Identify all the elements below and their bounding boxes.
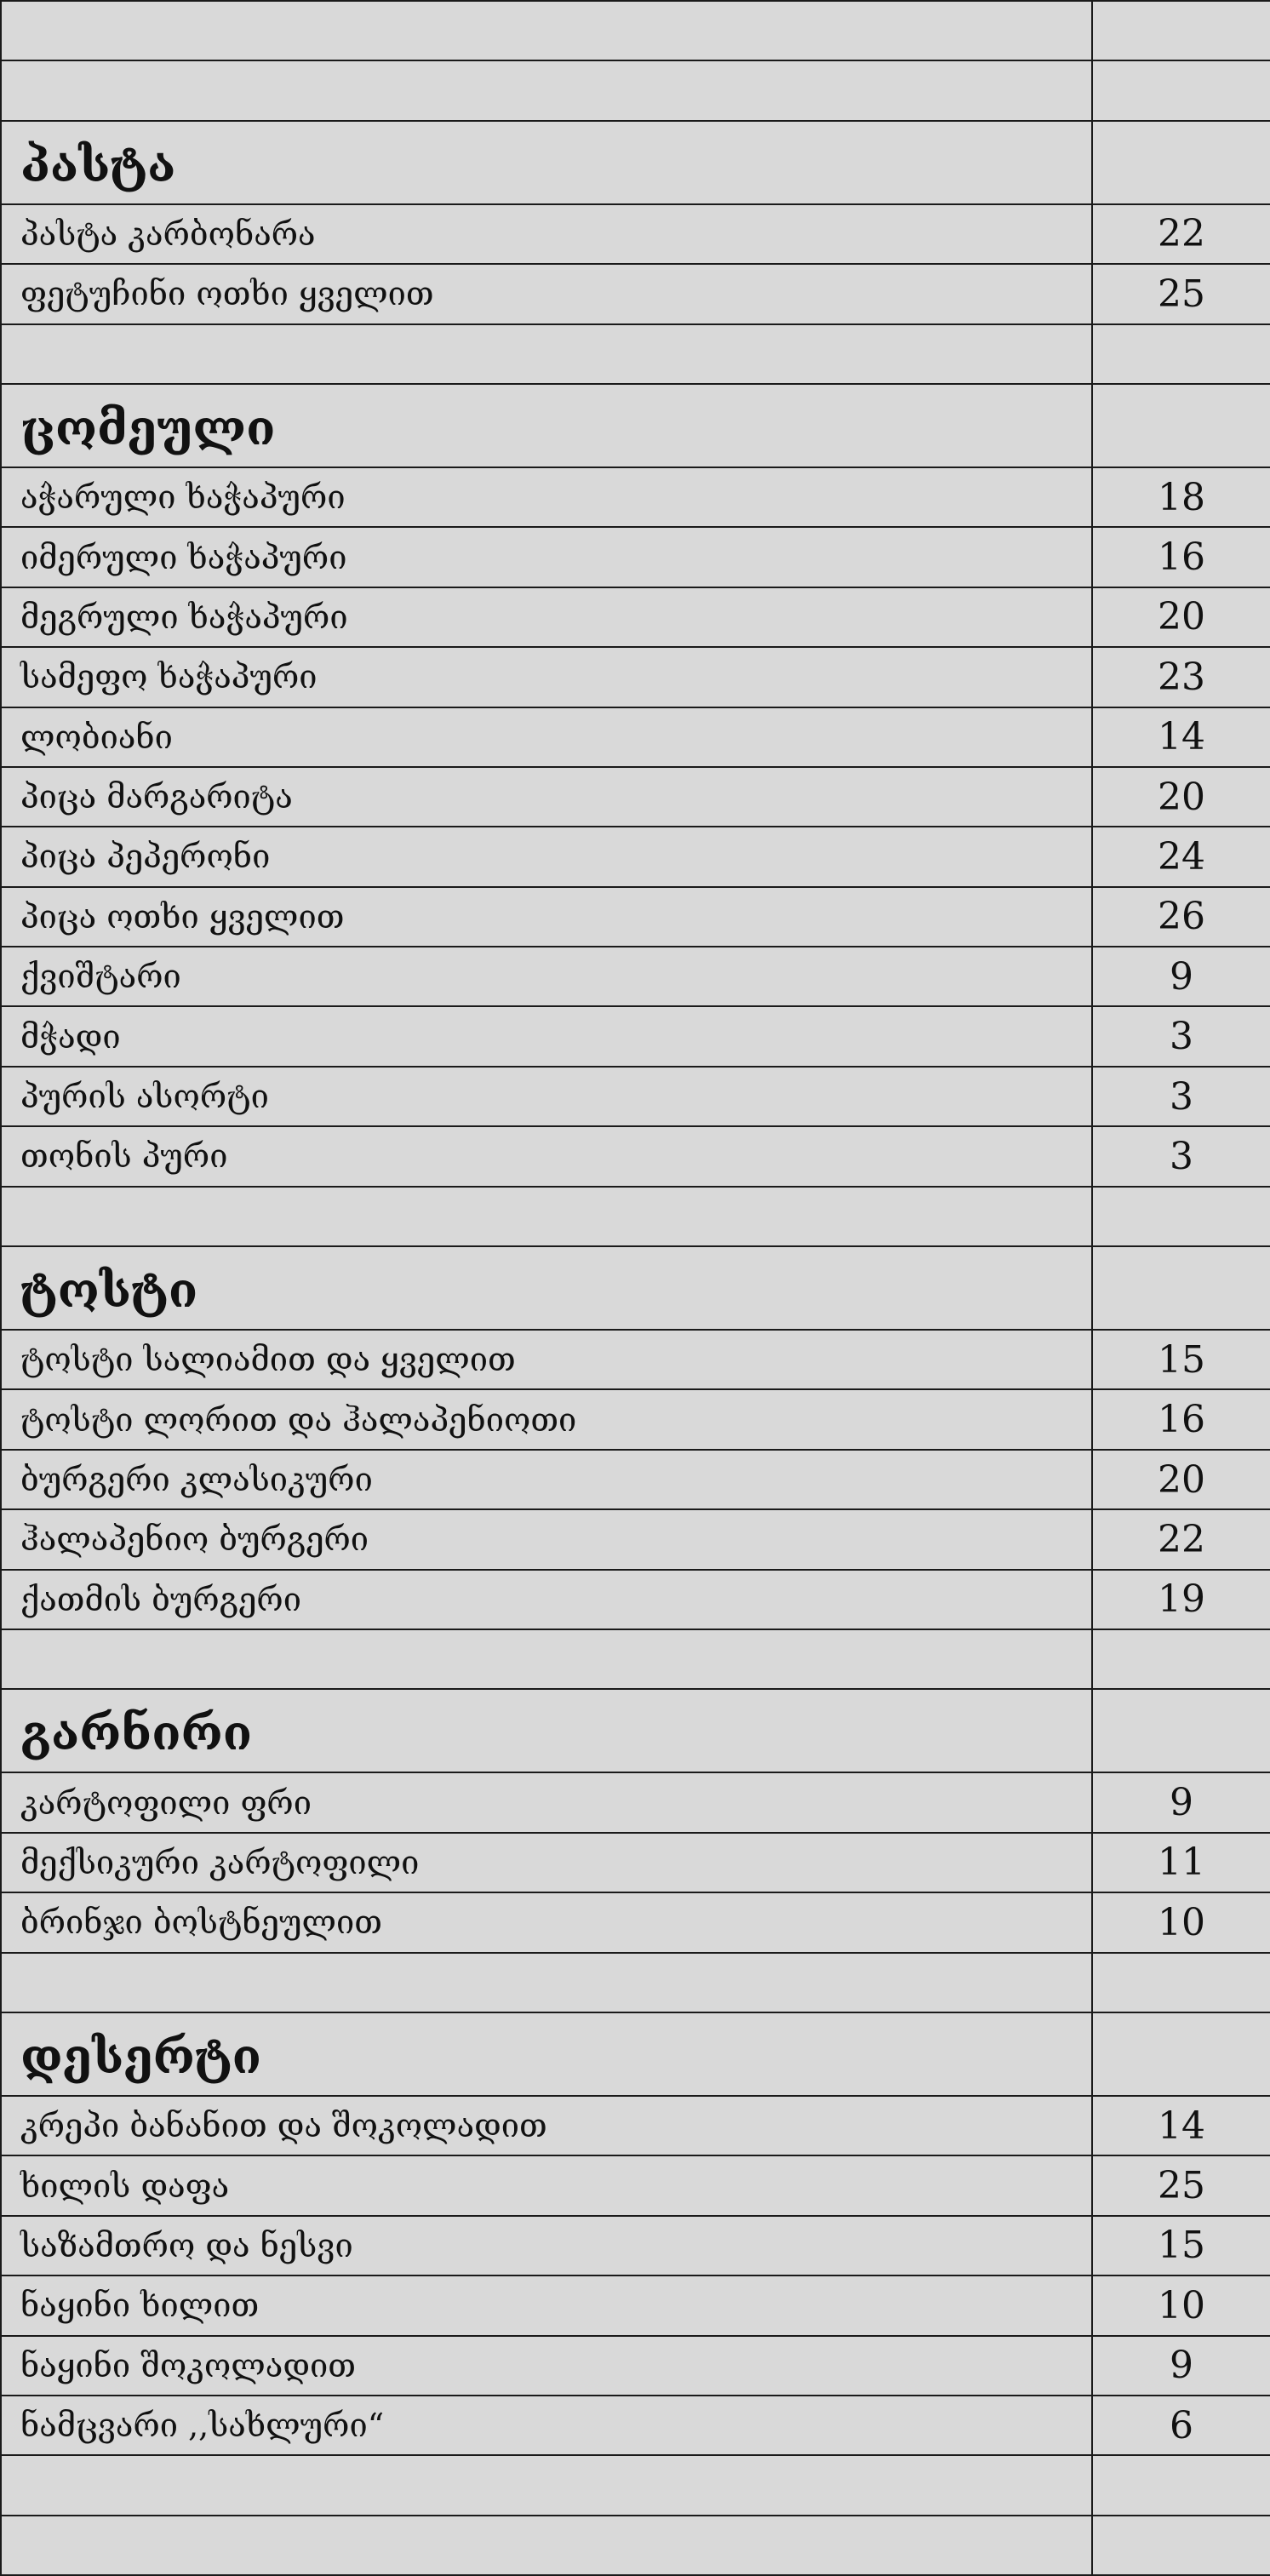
section-heading-row	[1, 1689, 1270, 1772]
section-title: ცომეული	[1, 384, 1092, 467]
menu-item-row	[1, 887, 1270, 947]
item-price: 16	[1092, 527, 1270, 587]
item-price: 19	[1092, 1570, 1270, 1629]
item-name: პიცა მარგარიტა	[1, 767, 1092, 827]
menu-item-row	[1, 1126, 1270, 1186]
item-price: 10	[1092, 1892, 1270, 1952]
item-price: 20	[1092, 1450, 1270, 1509]
item-name: საზამთრო და ნესვი	[1, 2216, 1092, 2275]
menu-item-row	[1, 467, 1270, 527]
item-price: 15	[1092, 2216, 1270, 2275]
menu-item-row	[1, 1509, 1270, 1569]
item-name: ნამცვარი ,,სახლური“	[1, 2396, 1092, 2455]
menu-item-row	[1, 1450, 1270, 1509]
menu-item-row	[1, 767, 1270, 827]
item-name: პიცა პეპერონი	[1, 827, 1092, 886]
menu-item-row	[1, 1006, 1270, 1066]
item-price: 3	[1092, 1126, 1270, 1186]
item-price: 23	[1092, 647, 1270, 707]
empty-cell	[1, 1953, 1092, 2012]
item-name: სამეფო ხაჭაპური	[1, 647, 1092, 707]
menu-item-row	[1, 2096, 1270, 2155]
item-name: ლობიანი	[1, 707, 1092, 767]
item-price: 15	[1092, 1330, 1270, 1389]
item-price: 3	[1092, 1006, 1270, 1066]
menu-item-row	[1, 1330, 1270, 1389]
item-price: 6	[1092, 2396, 1270, 2455]
empty-cell	[1092, 2516, 1270, 2575]
section-title: გარნირი	[1, 1689, 1092, 1772]
section-title: პასტა	[1, 121, 1092, 204]
item-price: 14	[1092, 707, 1270, 767]
item-price: 22	[1092, 204, 1270, 264]
menu-item-row	[1, 204, 1270, 264]
menu-item-row	[1, 2336, 1270, 2396]
menu-item-row	[1, 527, 1270, 587]
empty-cell	[1092, 121, 1270, 204]
menu-item-row	[1, 1389, 1270, 1449]
item-price: 3	[1092, 1067, 1270, 1126]
empty-cell	[1092, 1629, 1270, 1689]
empty-cell	[1092, 1, 1270, 60]
menu-item-row	[1, 827, 1270, 886]
menu-item-row	[1, 1772, 1270, 1832]
menu-item-row	[1, 2275, 1270, 2335]
item-name: ბურგერი კლასიკური	[1, 1450, 1092, 1509]
section-heading-row	[1, 121, 1270, 204]
menu-item-row	[1, 2216, 1270, 2275]
empty-cell	[1, 1629, 1092, 1689]
item-name: პურის ასორტი	[1, 1067, 1092, 1126]
blank-row	[1, 1629, 1270, 1689]
menu-item-row	[1, 947, 1270, 1006]
item-price: 14	[1092, 2096, 1270, 2155]
menu-item-row	[1, 1570, 1270, 1629]
empty-cell	[1, 60, 1092, 120]
empty-cell	[1, 1187, 1092, 1246]
item-name: ტოსტი სალიამით და ყველით	[1, 1330, 1092, 1389]
menu-item-row	[1, 1067, 1270, 1126]
empty-cell	[1092, 1689, 1270, 1772]
blank-row	[1, 324, 1270, 384]
menu-item-row	[1, 707, 1270, 767]
item-name: პასტა კარბონარა	[1, 204, 1092, 264]
blank-row	[1, 1187, 1270, 1246]
item-name: ქათმის ბურგერი	[1, 1570, 1092, 1629]
item-name: აჭარული ხაჭაპური	[1, 467, 1092, 527]
item-price: 9	[1092, 1772, 1270, 1832]
item-price: 18	[1092, 467, 1270, 527]
menu-item-row	[1, 264, 1270, 323]
item-name: მექსიკური კარტოფილი	[1, 1833, 1092, 1892]
empty-cell	[1, 324, 1092, 384]
item-name: მეგრული ხაჭაპური	[1, 587, 1092, 647]
item-name: ნაყინი ხილით	[1, 2275, 1092, 2335]
menu-item-row	[1, 1833, 1270, 1892]
empty-cell	[1092, 60, 1270, 120]
menu-item-row	[1, 647, 1270, 707]
menu-item-row	[1, 2396, 1270, 2455]
item-price: 20	[1092, 587, 1270, 647]
empty-cell	[1092, 324, 1270, 384]
empty-cell	[1, 1, 1092, 60]
blank-row	[1, 2455, 1270, 2515]
item-price: 10	[1092, 2275, 1270, 2335]
empty-cell	[1092, 2455, 1270, 2515]
item-name: პიცა ოთხი ყველით	[1, 887, 1092, 947]
menu-item-row	[1, 2155, 1270, 2215]
item-name: იმერული ხაჭაპური	[1, 527, 1092, 587]
empty-cell	[1092, 384, 1270, 467]
empty-cell	[1092, 1246, 1270, 1330]
item-name: ქვიშტარი	[1, 947, 1092, 1006]
item-price: 9	[1092, 2336, 1270, 2396]
item-name: ჰალაპენიო ბურგერი	[1, 1509, 1092, 1569]
blank-row	[1, 1953, 1270, 2012]
item-name: ტოსტი ლორით და ჰალაპენიოთი	[1, 1389, 1092, 1449]
item-price: 26	[1092, 887, 1270, 947]
menu-item-row	[1, 587, 1270, 647]
empty-cell	[1092, 2012, 1270, 2096]
section-heading-row	[1, 2012, 1270, 2096]
section-heading-row	[1, 1246, 1270, 1330]
blank-row	[1, 1, 1270, 60]
item-name: კრეპი ბანანით და შოკოლადით	[1, 2096, 1092, 2155]
menu-body	[1, 1, 1270, 2575]
item-price: 11	[1092, 1833, 1270, 1892]
item-price: 24	[1092, 827, 1270, 886]
item-name: ფეტუჩინი ოთხი ყველით	[1, 264, 1092, 323]
empty-cell	[1, 2516, 1092, 2575]
item-name: ხილის დაფა	[1, 2155, 1092, 2215]
item-price: 25	[1092, 264, 1270, 323]
empty-cell	[1092, 1187, 1270, 1246]
item-price: 16	[1092, 1389, 1270, 1449]
item-price: 9	[1092, 947, 1270, 1006]
section-title: დესერტი	[1, 2012, 1092, 2096]
menu-item-row	[1, 1892, 1270, 1952]
empty-cell	[1, 2455, 1092, 2515]
section-title: ტოსტი	[1, 1246, 1092, 1330]
item-price: 22	[1092, 1509, 1270, 1569]
item-name: კარტოფილი ფრი	[1, 1772, 1092, 1832]
item-name: თონის პური	[1, 1126, 1092, 1186]
item-price: 20	[1092, 767, 1270, 827]
blank-row	[1, 60, 1270, 120]
blank-row	[1, 2516, 1270, 2575]
item-price: 25	[1092, 2155, 1270, 2215]
empty-cell	[1092, 1953, 1270, 2012]
section-heading-row	[1, 384, 1270, 467]
item-name: ნაყინი შოკოლადით	[1, 2336, 1092, 2396]
item-name: მჭადი	[1, 1006, 1092, 1066]
item-name: ბრინჯი ბოსტნეულით	[1, 1892, 1092, 1952]
